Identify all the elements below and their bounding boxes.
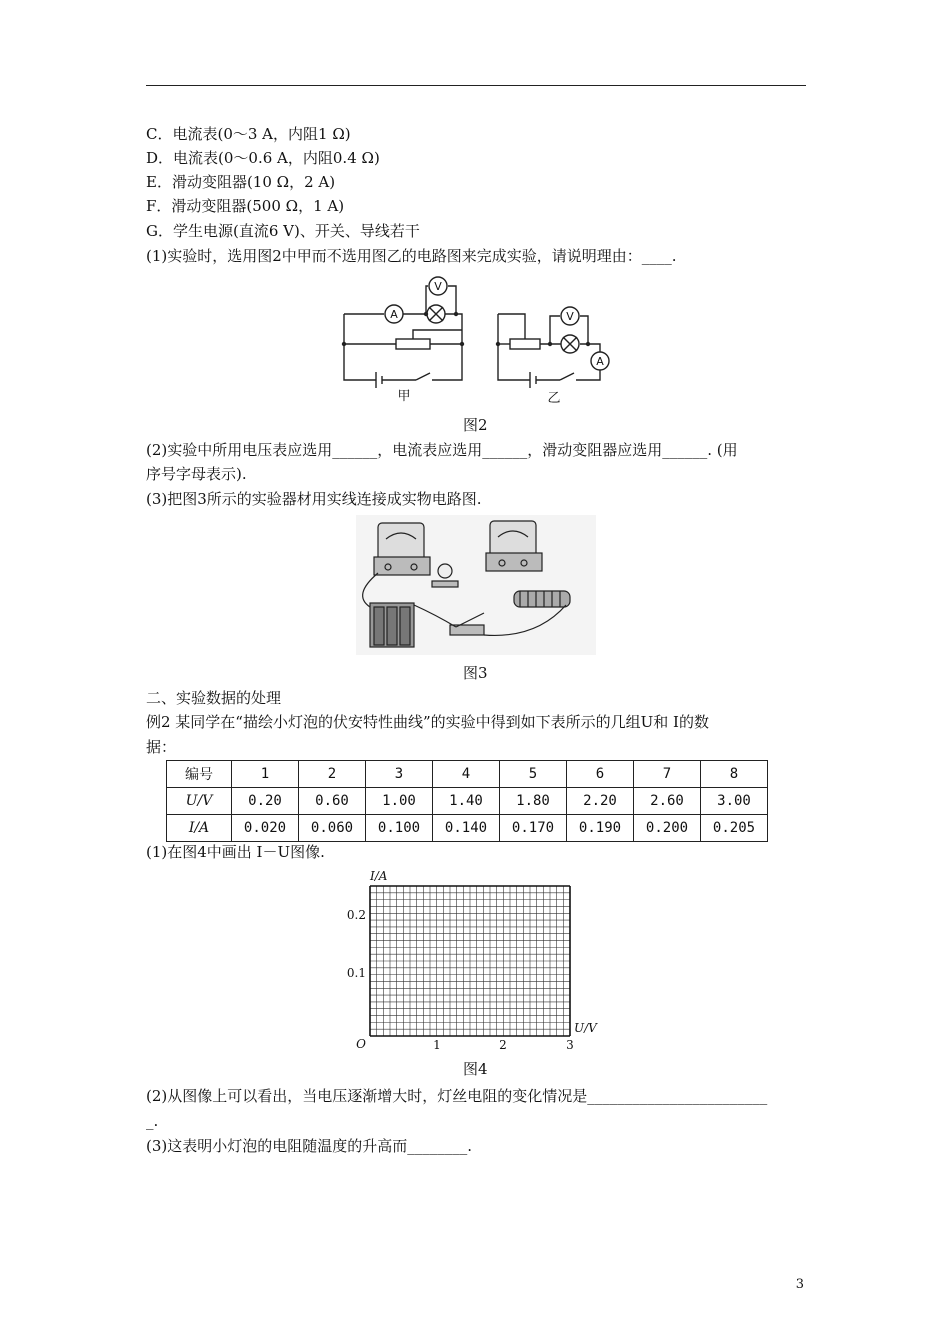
- question-2-line1: (2)实验中所用电压表应选用______，电流表应选用______，滑动变阻器应选用______. (用: [146, 441, 738, 459]
- option-f: F．滑动变阻器(500 Ω，1 A): [146, 197, 345, 215]
- table-cell: 8: [701, 761, 768, 788]
- table-cell: 2: [299, 761, 366, 788]
- table-cell: 1.80: [500, 788, 567, 815]
- option-e: E．滑动变阻器(10 Ω，2 A): [146, 173, 336, 191]
- voltmeter-label-yi: V: [566, 310, 574, 323]
- y-tick-label: 0.2: [346, 908, 366, 922]
- table-cell: 0.060: [299, 815, 366, 842]
- figure-3-apparatus: [356, 515, 596, 655]
- table-cell: 0.020: [232, 815, 299, 842]
- table-cell: 2.20: [567, 788, 634, 815]
- table-cell: 1.40: [433, 788, 500, 815]
- table-cell: 3.00: [701, 788, 768, 815]
- figure-4-grid: [340, 868, 610, 1052]
- table-cell: 4: [433, 761, 500, 788]
- label-jia: 甲: [397, 389, 411, 404]
- option-d: D．电流表(0～0.6 A，内阻0.4 Ω): [146, 149, 380, 167]
- option-g: G．学生电源(直流6 V)、开关、导线若干: [146, 222, 420, 240]
- figure-2-caption: 图2: [463, 416, 488, 434]
- table-row: [167, 761, 768, 788]
- data-table: [166, 760, 768, 842]
- part-1: (1)在图4中画出 I－U图像.: [146, 843, 325, 861]
- origin-label: O: [356, 1037, 366, 1051]
- x-tick-label: 2: [499, 1038, 507, 1052]
- ammeter-label: A: [390, 308, 398, 321]
- option-c: C．电流表(0～3 A，内阻1 Ω): [146, 125, 351, 143]
- part-2-line2: _.: [146, 1112, 159, 1130]
- table-cell: 6: [567, 761, 634, 788]
- x-tick-label: 3: [566, 1038, 574, 1052]
- table-cell: 0.200: [634, 815, 701, 842]
- part-2-line1: (2)从图像上可以看出，当电压逐渐增大时，灯丝电阻的变化情况是________________________: [146, 1087, 768, 1105]
- label-yi: 乙: [547, 391, 561, 406]
- row-header-number: 编号: [167, 761, 232, 788]
- table-row: [167, 815, 768, 842]
- table-cell: 0.100: [366, 815, 433, 842]
- table-cell: 0.20: [232, 788, 299, 815]
- table-cell: 1: [232, 761, 299, 788]
- figure-4-caption: 图4: [463, 1060, 488, 1078]
- question-3: (3)把图3所示的实验器材用实线连接成实物电路图.: [146, 490, 482, 508]
- example-2-line1: 例2 某同学在“描绘小灯泡的伏安特性曲线”的实验中得到如下表所示的几组U和 I的数: [146, 713, 709, 731]
- table-cell: 0.205: [701, 815, 768, 842]
- table-cell: 0.140: [433, 815, 500, 842]
- page-number: 3: [795, 1277, 804, 1292]
- x-axis-label: U/V: [574, 1021, 597, 1035]
- y-axis-label: I/A: [370, 869, 388, 883]
- part-3: (3)这表明小灯泡的电阻随温度的升高而________.: [146, 1137, 473, 1155]
- voltmeter-label: V: [434, 280, 442, 293]
- figure-2-circuits: [338, 272, 618, 408]
- figure-3-caption: 图3: [463, 664, 488, 682]
- y-tick-label: 0.1: [346, 966, 366, 980]
- table-row: [167, 788, 768, 815]
- question-2-line2: 序号字母表示).: [146, 465, 247, 483]
- example-2-line2: 据：: [146, 738, 177, 756]
- table-cell: 7: [634, 761, 701, 788]
- table-cell: 2.60: [634, 788, 701, 815]
- table-cell: 1.00: [366, 788, 433, 815]
- table-cell: 0.60: [299, 788, 366, 815]
- table-cell: 5: [500, 761, 567, 788]
- x-tick-label: 1: [433, 1038, 441, 1052]
- row-header-current: I/A: [167, 815, 232, 842]
- row-header-voltage: U/V: [167, 788, 232, 815]
- header-rule: [146, 85, 806, 86]
- question-1: (1)实验时，选用图2中甲而不选用图乙的电路图来完成实验，请说明理由：____.: [146, 247, 677, 265]
- table-cell: 0.190: [567, 815, 634, 842]
- section-2-heading: 二、实验数据的处理: [146, 689, 282, 707]
- table-cell: 0.170: [500, 815, 567, 842]
- ammeter-label-yi: A: [596, 355, 604, 368]
- table-cell: 3: [366, 761, 433, 788]
